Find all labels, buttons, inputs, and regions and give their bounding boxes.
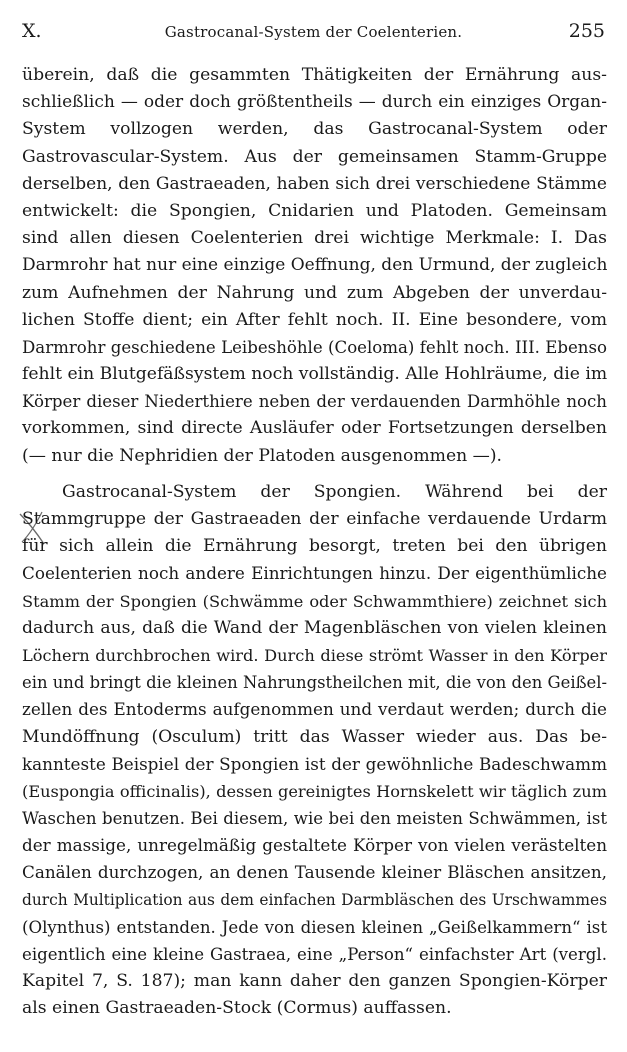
text-line: eigentlich eine kleine Gastraea, eine „Person“ einfachster Art (vergl. [22, 945, 607, 964]
text-line: Körper dieser Niederthiere neben der verdauenden Darmhöhle noch [22, 392, 607, 412]
text-line: der massige, unregelmäßig gestaltete Körper von vielen verästelten [22, 835, 607, 856]
text-line: durch Multiplication aus dem einfachen Darmbläschen des Urschwammes [22, 890, 607, 909]
text-line: Gastrovascular-System. Aus der gemeinsamen Stamm-Gruppe [22, 146, 607, 167]
text-line: fehlt ein Blutgefäßsystem noch vollständig. Alle Hohlräume, die im [22, 364, 608, 385]
text-line: derselben, den Gastraeaden, haben sich drei verschiedene Stämme [22, 173, 607, 194]
text-line: sind allen diesen Coelenterien drei wichtige Merkmale: I. Das [22, 228, 607, 249]
text-line: (Olynthus) entstanden. Jede von diesen kleinen „Geißelkammern“ ist [22, 917, 607, 937]
text-line: Kapitel 7, S. 187); man kann daher den ganzen Spongien-Körper [22, 971, 607, 992]
text-line: vorkommen, sind directe Ausläufer oder Fortsetzungen derselben [22, 418, 607, 439]
text-line: Canälen durchzogen, an denen Tausende kleiner Bläschen ansitzen, [22, 862, 607, 883]
text-line: lichen Stoffe dient; ein After fehlt noch. II. Eine besondere, vom [22, 309, 607, 330]
text-line: Darmrohr geschiedene Leibeshöhle (Coeloma) fehlt noch. III. Ebenso [22, 337, 607, 357]
text-line: ein und bringt die kleinen Nahrungstheilchen mit, die von den Geißel- [22, 673, 607, 693]
section-heading-line: Gastrocanal-System der Spongien. Während bei der [62, 481, 607, 502]
running-title: Gastrocanal-System der Coelenterien. [164, 23, 463, 41]
text-line: Coelenterien noch andere Einrichtungen hinzu. Der eigenthümliche [22, 563, 607, 584]
text-line: für sich allein die Ernährung besorgt, treten bei den übrigen [22, 536, 607, 557]
chapter-number: X. [22, 20, 42, 42]
text-line: entwickelt: die Spongien, Cnidarien und Platoden. Gemeinsam [22, 200, 607, 221]
paragraph-1 [22, 62, 607, 470]
text-line: als einen Gastraeaden-Stock (Cormus) auffassen. [22, 998, 452, 1019]
text-line: Waschen benutzen. Bei diesem, wie bei den meisten Schwämmen, ist [22, 809, 607, 829]
text-line: Mundöffnung (Osculum) tritt das Wasser wieder aus. Das be- [22, 726, 607, 747]
text-line: (Euspongia officinalis), dessen gereinigtes Hornskelett wir täglich zum [22, 781, 607, 801]
text-line: schließlich — oder doch größtentheils — durch ein einziges Organ- [22, 92, 607, 113]
text-line: System vollzogen werden, das Gastrocanal-System oder [22, 119, 607, 140]
text-line: Darmrohr hat nur eine einzige Oeffnung, den Urmund, der zugleich [22, 255, 608, 276]
page-number: 255 [568, 20, 605, 42]
text-line: (— nur die Nephridien der Platoden ausgenommen —). [22, 445, 503, 466]
running-header [22, 20, 605, 46]
body-text [22, 62, 607, 1023]
text-line: zellen des Entoderms aufgenommen und verdaut werden; durch die [22, 699, 607, 720]
text-line: kannteste Beispiel der Spongien ist der gewöhnliche Badeschwamm [22, 753, 607, 774]
text-line: zum Aufnehmen der Nahrung und zum Abgeben der unverdau- [22, 282, 607, 303]
text-line: Stammgruppe der Gastraeaden der einfache verdauende Urdarm [22, 509, 607, 529]
text-line: Stamm der Spongien (Schwämme oder Schwammthiere) zeichnet sich [22, 591, 607, 611]
text-line: Löchern durchbrochen wird. Durch diese strömt Wasser in den Körper [22, 645, 607, 665]
text-line: überein, daß die gesammten Thätigkeiten der Ernährung aus- [22, 65, 607, 85]
paragraph-2 [22, 479, 607, 1023]
text-line: dadurch aus, daß die Wand der Magenbläschen von vielen kleinen [22, 617, 607, 638]
